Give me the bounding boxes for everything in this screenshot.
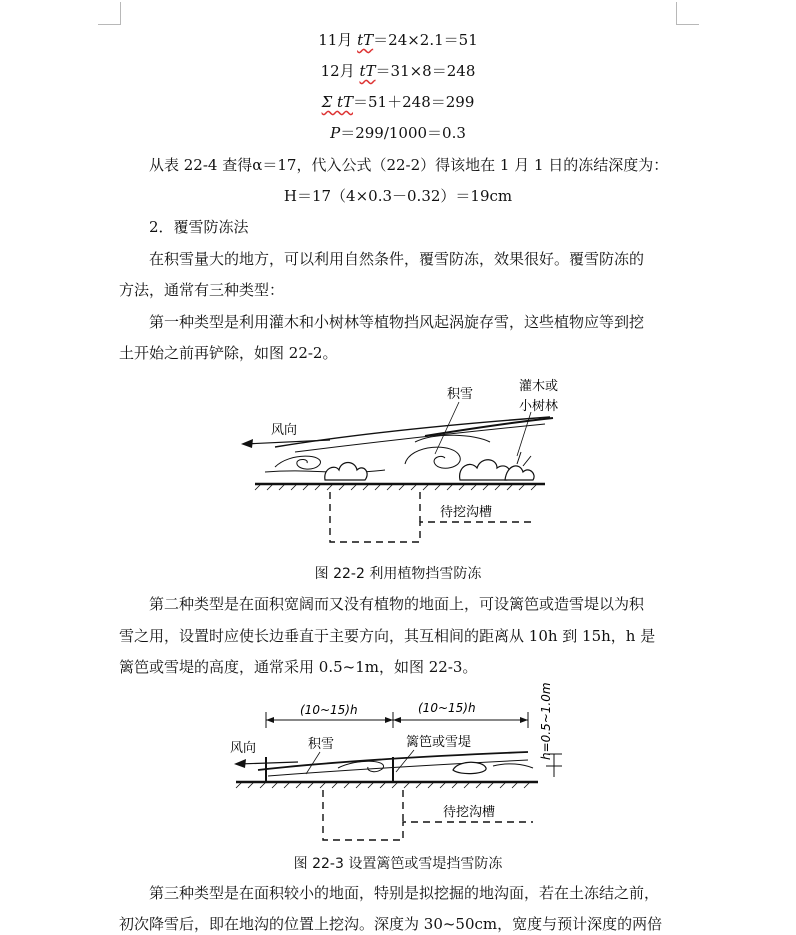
paragraph-type2-line: 第二种类型是在面积宽阔而又没有植物的地面上，可设篱笆或造雪堤以为积 (149, 595, 645, 613)
equation-p (0, 123, 796, 143)
eq-sum-var: Σ tT (321, 93, 354, 111)
equation-sum (0, 92, 796, 112)
fig2-dim-right: (10~15)h (418, 701, 476, 715)
fig2-label-wind: 风向 (230, 741, 257, 756)
paragraph-type2-line: 雪之用，设置时应使长边垂直于主要方向，其互相间的距离从 10h 到 15h，h 是 (119, 627, 656, 645)
paragraph-type1-line: 第一种类型是利用灌木和小树林等植物挡风起涡旋存雪，这些植物应等到挖 (149, 313, 645, 331)
eq-nov-var: tT (357, 31, 374, 49)
eq-sum-rhs: ＝51＋248＝299 (353, 93, 475, 111)
eq-dec-rhs: ＝31×8＝248 (375, 62, 476, 80)
fig1-label-shrub-line1: 灌木或 (519, 379, 559, 394)
fig2-label-trench: 待挖沟槽 (443, 805, 496, 820)
paragraph-type2-line: 篱笆或雪堤的高度，通常采用 0.5~1m，如图 22-3。 (119, 658, 478, 676)
paragraph-type1-line: 土开始之前再铲除，如图 22-2。 (119, 344, 338, 362)
figure-caption-22-3: 图 22-3 设置篱笆或雪堤挡雪防冻 (293, 856, 503, 872)
paragraph-intro-line: 方法，通常有三种类型： (119, 281, 285, 299)
paragraph-alpha: 从表 22-4 查得α＝17，代入公式（22-2）得该地在 1 月 1 日的冻结深度为： (149, 156, 669, 174)
paragraph-type3-line: 第三种类型是在面积较小的地面，特别是拟挖掘的地沟面，若在土冻结之前， (149, 884, 660, 902)
paragraph-type3-line: 初次降雪后，即在地沟的位置上挖沟。深度为 30~50cm，宽度与预计深度的两倍 (119, 915, 663, 933)
equation-december (0, 61, 796, 81)
fig2-label-fence: 篱笆或雪堤 (406, 735, 472, 750)
fig1-label-snow: 积雪 (447, 387, 474, 402)
eq-nov-rhs: ＝24×2.1＝51 (373, 31, 478, 49)
eq-p-rhs: ＝299/1000＝0.3 (340, 124, 466, 142)
eq-dec-prefix: 12月 (320, 62, 355, 80)
figure-fence-snow-barrier (228, 682, 573, 850)
page-corner-mark-left (98, 2, 121, 25)
eq-p-var: P (330, 124, 341, 142)
figure-plant-snow-barrier (235, 372, 565, 552)
fig1-label-wind: 风向 (271, 423, 298, 438)
fig2-dim-left: (10~15)h (300, 703, 358, 717)
section-heading: 2．覆雪防冻法 (149, 218, 249, 236)
fig2-label-snow: 积雪 (308, 737, 335, 752)
figure-caption-22-2: 图 22-2 利用植物挡雪防冻 (314, 566, 482, 582)
fig1-label-trench: 待挖沟槽 (440, 505, 493, 520)
paragraph-intro-line: 在积雪量大的地方，可以利用自然条件，覆雪防冻，效果很好。覆雪防冻的 (149, 250, 645, 268)
equation-november (0, 30, 796, 50)
eq-nov-prefix: 11月 (318, 31, 353, 49)
page-corner-mark-right (676, 2, 699, 25)
fig2-dim-height: h=0.5~1.0m (539, 682, 553, 760)
formula-h: H＝17（4×0.3－0.32）＝19cm (283, 187, 513, 205)
eq-dec-var: tT (359, 62, 376, 80)
fig1-label-shrub-line2: 小树林 (519, 399, 559, 414)
